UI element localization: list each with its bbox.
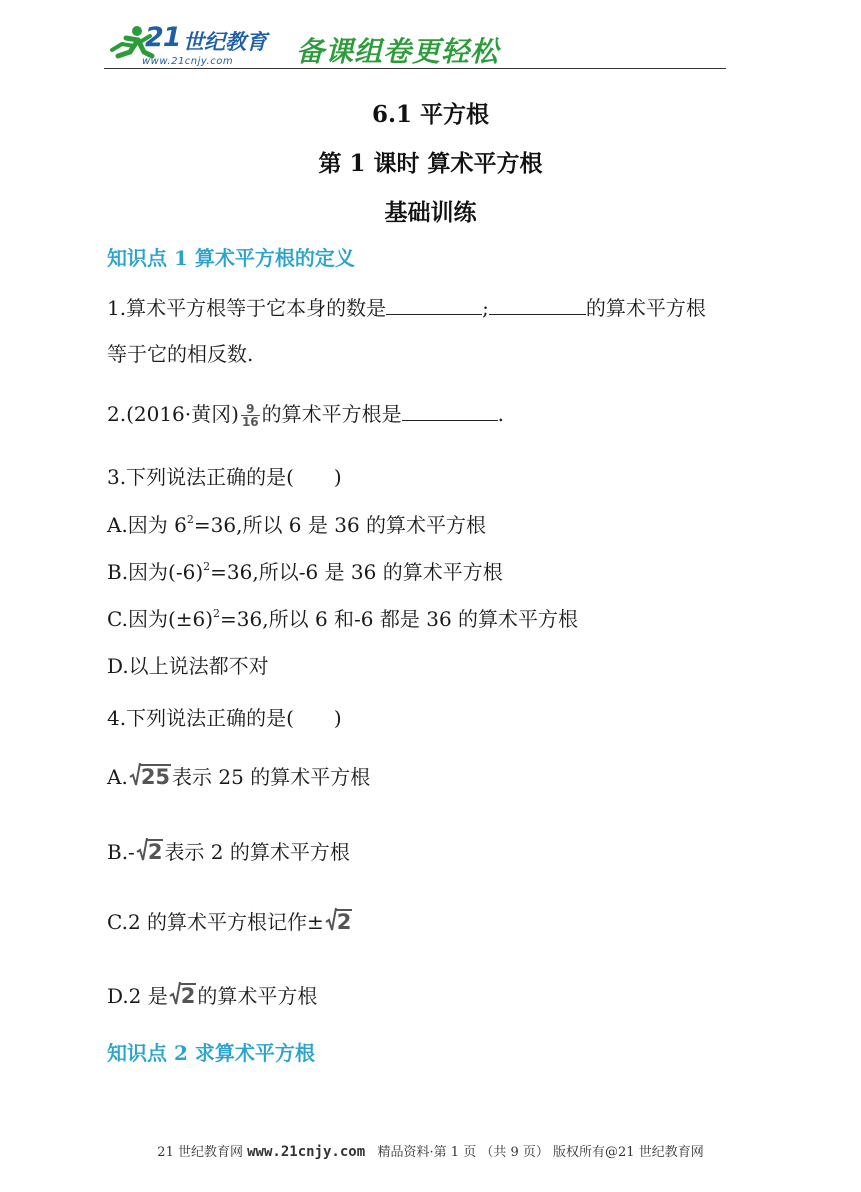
option-text: A.因为 6 [107, 513, 187, 537]
option-text: =36,所以 6 是 36 的算术平方根 [193, 513, 487, 537]
q3-option-d: D.以上说法都不对 [107, 654, 269, 678]
logo-url: www.21cnjy.com [142, 56, 234, 67]
knowledge-point-1: 知识点 1 算术平方根的定义 [107, 246, 355, 270]
square-root-expression [325, 907, 353, 933]
option-text: C.2 的算术平方根记作± [107, 910, 324, 934]
option-text: B.- [107, 840, 135, 864]
option-text: 表示 2 的算术平方根 [164, 840, 350, 864]
question-1-line-2: 等于它的相反数. [107, 342, 254, 366]
fraction-denominator: 16 [241, 415, 259, 429]
radicand: 2 [336, 910, 352, 934]
question-4-stem: 4.下列说法正确的是( ) [107, 706, 342, 730]
option-text: 表示 25 的算术平方根 [172, 765, 371, 789]
page-footer [0, 1141, 861, 1160]
q3-option-c [107, 603, 578, 632]
q2-prefix: 2.(2016·黄冈) [107, 402, 239, 426]
answer-blank [489, 296, 586, 315]
footer-page-info: 精品资料·第 1 页 （共 9 页） 版权所有@21 世纪教育网 [377, 1145, 704, 1160]
logo-number: 21 [145, 22, 181, 53]
footer-url: www.21cnjy.com [247, 1144, 366, 1160]
q4-option-d [107, 980, 317, 1009]
exponent: 2 [186, 513, 194, 526]
square-root-expression [136, 837, 164, 863]
q1-separator: ; [482, 296, 489, 320]
q3-option-a [107, 509, 486, 538]
exponent: 2 [213, 607, 221, 620]
question-3-stem: 3.下列说法正确的是( ) [107, 465, 342, 489]
header-divider [104, 68, 726, 69]
q2-end: . [497, 402, 505, 426]
option-text: D.2 是 [107, 984, 168, 1008]
option-text: 的算术平方根 [197, 984, 318, 1008]
section-title: 6.1 平方根 [371, 101, 490, 128]
header-slogan: 备课组卷更轻松 [296, 35, 500, 68]
answer-blank [402, 402, 498, 421]
option-text: =36,所以-6 是 36 的算术平方根 [210, 560, 503, 584]
radicand: 25 [140, 765, 171, 789]
question-1-line-1 [107, 292, 706, 321]
fraction [241, 403, 260, 428]
option-text: B.因为(-6) [107, 560, 204, 584]
footer-site: 21 世纪教育网 [157, 1145, 243, 1160]
q2-suffix: 的算术平方根是 [261, 402, 402, 426]
option-text: =36,所以 6 和-6 都是 36 的算术平方根 [220, 607, 579, 631]
radicand: 2 [147, 840, 163, 864]
square-root-expression [129, 762, 171, 788]
question-2 [107, 398, 504, 428]
q1-text-b: 的算术平方根 [585, 296, 706, 320]
option-text: A. [107, 765, 128, 789]
q1-text-a: 1.算术平方根等于它本身的数是 [107, 296, 387, 320]
q4-option-c [107, 906, 353, 935]
option-text: C.因为(±6) [107, 607, 214, 631]
training-title: 基础训练 [384, 199, 477, 226]
q4-option-a [107, 761, 370, 790]
logo-text: 世纪教育 [183, 30, 267, 54]
square-root-expression [169, 981, 197, 1007]
knowledge-point-2: 知识点 2 求算术平方根 [107, 1041, 315, 1065]
fraction-numerator: 9 [241, 403, 260, 416]
q3-option-b [107, 556, 503, 585]
lesson-title: 第 1 课时 算术平方根 [318, 150, 543, 177]
radicand: 2 [180, 984, 196, 1008]
answer-blank [386, 296, 482, 315]
exponent: 2 [203, 560, 211, 573]
q4-option-b [107, 836, 350, 865]
